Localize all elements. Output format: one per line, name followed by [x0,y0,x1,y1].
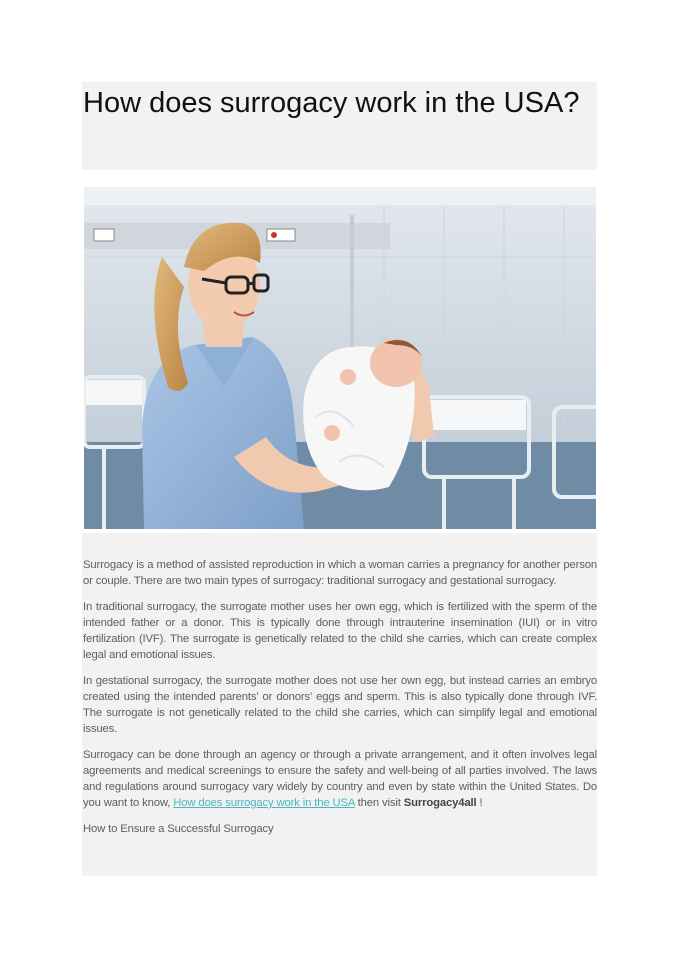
paragraph-arrangements-end: ! [476,797,483,809]
paragraph-gestational-surrogacy: In gestational surrogacy, the surrogate mother does not use her own egg, but instead carries an embryo created using the intended parents' or donors' eggs and sperm. This is also typically done through IVF. The surrogate is not genetically related to the child she carries, which can simplify legal and emotional issues. [83,675,597,735]
paragraph-arrangements-text: Surrogacy can be done through an agency or through a private arrangement, and it often involves legal agreements and medical screenings to ensure the safety and well-being of all parties involved. The laws and regulations around surrogacy vary widely by country and even by state within the United States. Do you want to know, [83,749,597,809]
paragraph-arrangements-mid: then visit [354,797,404,809]
title-block [82,82,597,170]
section-subheading: How to Ensure a Successful Surrogacy [83,823,274,835]
surrogacy-usa-link[interactable]: How does surrogacy work in the USA [173,797,355,809]
article-body [82,533,597,876]
paragraph-traditional-surrogacy: In traditional surrogacy, the surrogate mother uses her own egg, which is fertilized with the sperm of the intended father or a donor. This is typically done through intrauterine insemination (IUI) or in vitro fertilization (IVF). The surrogate is genetically related to the child she carries, which can create complex legal and emotional issues. [83,601,597,661]
paragraph-arrangements [83,747,597,811]
hero-photo [84,187,596,529]
nurse-with-newborn-illustration [84,187,596,529]
paragraph-intro: Surrogacy is a method of assisted reproduction in which a woman carries a pregnancy for another person or couple. There are two main types of surrogacy: traditional surrogacy and gestational surrogacy. [83,559,597,587]
brand-name: Surrogacy4all [403,797,477,809]
page-title: How does surrogacy work in the USA? [83,87,580,119]
